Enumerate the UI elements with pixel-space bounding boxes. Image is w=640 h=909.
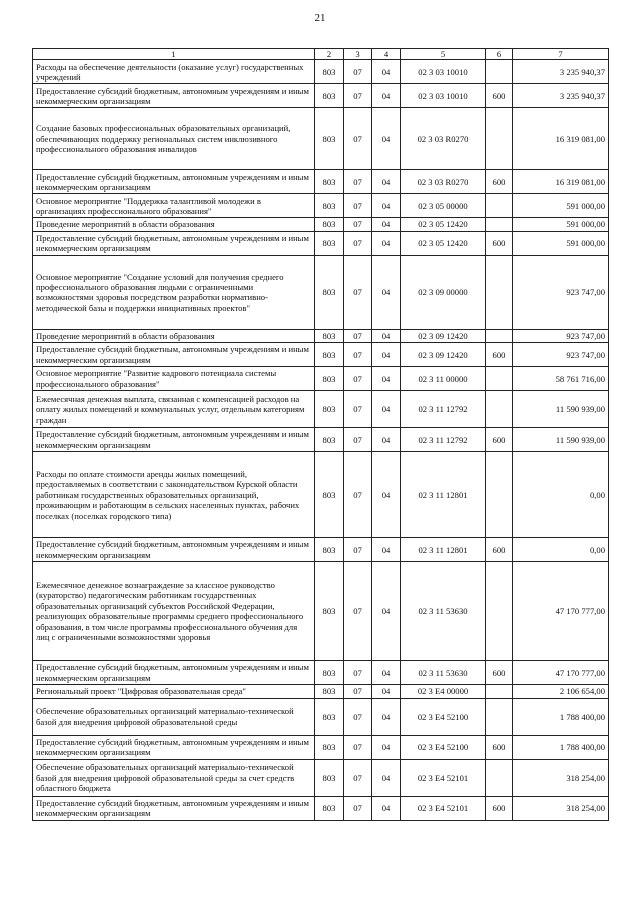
section-code: 07: [344, 84, 372, 108]
subsection-code: 04: [372, 343, 401, 367]
table-row: [33, 759, 609, 796]
section-code: 07: [344, 194, 372, 218]
ministry-code: 803: [315, 391, 344, 428]
target-article-code: 02 3 09 12420: [401, 329, 486, 342]
section-code: 07: [344, 562, 372, 661]
table-row: [33, 538, 609, 562]
subsection-code: 04: [372, 255, 401, 329]
amount: 591 000,00: [513, 231, 609, 255]
ministry-code: 803: [315, 735, 344, 759]
row-name: Предоставление субсидий бюджетным, автономным учреждениям и иным некоммерческим организациям: [33, 84, 315, 108]
target-article-code: 02 3 03 10010: [401, 60, 486, 84]
row-name: Создание базовых профессиональных образовательных организаций, обеспечивающих поддержку региональных систем инклюзивного профессионального образования инвалидов: [33, 108, 315, 170]
subsection-code: 04: [372, 796, 401, 820]
expense-type-code: 600: [486, 538, 513, 562]
amount: 47 170 777,00: [513, 661, 609, 685]
section-code: 07: [344, 60, 372, 84]
target-article-code: 02 3 11 12801: [401, 452, 486, 538]
row-name: Предоставление субсидий бюджетным, автономным учреждениям и иным некоммерческим организациям: [33, 538, 315, 562]
column-number: 5: [401, 49, 486, 60]
ministry-code: 803: [315, 84, 344, 108]
subsection-code: 04: [372, 84, 401, 108]
section-code: 07: [344, 231, 372, 255]
expense-type-code: [486, 562, 513, 661]
table-row: [33, 218, 609, 231]
expense-type-code: [486, 194, 513, 218]
amount: 1 788 400,00: [513, 698, 609, 735]
target-article-code: 02 3 09 00000: [401, 255, 486, 329]
table-row: [33, 562, 609, 661]
table-row: [33, 367, 609, 391]
amount: 3 235 940,37: [513, 84, 609, 108]
ministry-code: 803: [315, 194, 344, 218]
ministry-code: 803: [315, 661, 344, 685]
ministry-code: 803: [315, 538, 344, 562]
column-number: 6: [486, 49, 513, 60]
table-row: [33, 170, 609, 194]
table-row: [33, 329, 609, 342]
subsection-code: 04: [372, 194, 401, 218]
expense-type-code: [486, 452, 513, 538]
expense-type-code: 600: [486, 661, 513, 685]
expense-type-code: [486, 698, 513, 735]
amount: 16 319 081,00: [513, 170, 609, 194]
subsection-code: 04: [372, 367, 401, 391]
ministry-code: 803: [315, 170, 344, 194]
ministry-code: 803: [315, 367, 344, 391]
table-row: [33, 452, 609, 538]
subsection-code: 04: [372, 329, 401, 342]
ministry-code: 803: [315, 329, 344, 342]
ministry-code: 803: [315, 452, 344, 538]
amount: 923 747,00: [513, 329, 609, 342]
ministry-code: 803: [315, 698, 344, 735]
target-article-code: 02 3 03 R0270: [401, 108, 486, 170]
amount: 318 254,00: [513, 796, 609, 820]
row-name: Основное мероприятие "Создание условий для получения среднего профессионального образования людьми с ограниченными возможностями здоровья посредством разработки нормативно-методической базы и поддержки инициативных проектов": [33, 255, 315, 329]
column-number: 3: [344, 49, 372, 60]
amount: 16 319 081,00: [513, 108, 609, 170]
budget-table: [32, 48, 609, 821]
amount: 3 235 940,37: [513, 60, 609, 84]
row-name: Проведение мероприятий в области образования: [33, 218, 315, 231]
column-number-row: [33, 49, 609, 60]
amount: 1 788 400,00: [513, 735, 609, 759]
amount: 591 000,00: [513, 218, 609, 231]
ministry-code: 803: [315, 562, 344, 661]
page-number: 21: [314, 12, 326, 24]
target-article-code: 02 3 03 R0270: [401, 170, 486, 194]
ministry-code: 803: [315, 255, 344, 329]
target-article-code: 02 3 03 10010: [401, 84, 486, 108]
expense-type-code: 600: [486, 735, 513, 759]
section-code: 07: [344, 170, 372, 194]
ministry-code: 803: [315, 759, 344, 796]
row-name: Предоставление субсидий бюджетным, автономным учреждениям и иным некоммерческим организациям: [33, 428, 315, 452]
row-name: Обеспечение образовательных организаций материально-технической базой для внедрения цифровой образовательной среды за счет средств областного бюджета: [33, 759, 315, 796]
section-code: 07: [344, 698, 372, 735]
row-name: Предоставление субсидий бюджетным, автономным учреждениям и иным некоммерческим организациям: [33, 170, 315, 194]
target-article-code: 02 3 E4 52101: [401, 759, 486, 796]
subsection-code: 04: [372, 218, 401, 231]
target-article-code: 02 3 11 12792: [401, 391, 486, 428]
expense-type-code: [486, 329, 513, 342]
ministry-code: 803: [315, 428, 344, 452]
target-article-code: 02 3 05 12420: [401, 218, 486, 231]
expense-type-code: [486, 108, 513, 170]
column-number: 1: [33, 49, 315, 60]
amount: 58 761 716,00: [513, 367, 609, 391]
expense-type-code: 600: [486, 796, 513, 820]
table-row: [33, 255, 609, 329]
subsection-code: 04: [372, 759, 401, 796]
row-name: Предоставление субсидий бюджетным, автономным учреждениям и иным некоммерческим организациям: [33, 796, 315, 820]
target-article-code: 02 3 11 53630: [401, 661, 486, 685]
ministry-code: 803: [315, 108, 344, 170]
amount: 11 590 939,00: [513, 428, 609, 452]
section-code: 07: [344, 735, 372, 759]
section-code: 07: [344, 329, 372, 342]
table-row: [33, 84, 609, 108]
table-row: [33, 108, 609, 170]
amount: 11 590 939,00: [513, 391, 609, 428]
target-article-code: 02 3 05 12420: [401, 231, 486, 255]
ministry-code: 803: [315, 343, 344, 367]
subsection-code: 04: [372, 60, 401, 84]
target-article-code: 02 3 E4 52101: [401, 796, 486, 820]
section-code: 07: [344, 661, 372, 685]
row-name: Основное мероприятие "Поддержка талантливой молодежи в организациях профессионального образования": [33, 194, 315, 218]
subsection-code: 04: [372, 685, 401, 698]
section-code: 07: [344, 796, 372, 820]
expense-type-code: [486, 255, 513, 329]
table-row: [33, 698, 609, 735]
ministry-code: 803: [315, 218, 344, 231]
section-code: 07: [344, 538, 372, 562]
amount: 0,00: [513, 452, 609, 538]
section-code: 07: [344, 108, 372, 170]
section-code: 07: [344, 428, 372, 452]
row-name: Ежемесячное денежное вознаграждение за классное руководство (кураторство) педагогическим работникам государственных образовательных организаций субъектов Российской Федерации, реализующих образовательные программы среднего профессионального образования, в том числе программы профессионального обучения для лиц с ограниченными возможностями здоровья: [33, 562, 315, 661]
amount: 923 747,00: [513, 255, 609, 329]
row-name: Обеспечение образовательных организаций материально-технической базой для внедрения цифровой образовательной среды: [33, 698, 315, 735]
row-name: Предоставление субсидий бюджетным, автономным учреждениям и иным некоммерческим организациям: [33, 661, 315, 685]
target-article-code: 02 3 05 00000: [401, 194, 486, 218]
section-code: 07: [344, 452, 372, 538]
expense-type-code: 600: [486, 231, 513, 255]
table-row: [33, 60, 609, 84]
row-name: Предоставление субсидий бюджетным, автономным учреждениям и иным некоммерческим организациям: [33, 343, 315, 367]
table-row: [33, 661, 609, 685]
expense-type-code: [486, 60, 513, 84]
column-number: 7: [513, 49, 609, 60]
target-article-code: 02 3 E4 52100: [401, 698, 486, 735]
section-code: 07: [344, 685, 372, 698]
row-name: Проведение мероприятий в области образования: [33, 329, 315, 342]
subsection-code: 04: [372, 452, 401, 538]
target-article-code: 02 3 E4 00000: [401, 685, 486, 698]
target-article-code: 02 3 11 12792: [401, 428, 486, 452]
subsection-code: 04: [372, 562, 401, 661]
target-article-code: 02 3 11 12801: [401, 538, 486, 562]
target-article-code: 02 3 11 00000: [401, 367, 486, 391]
amount: 923 747,00: [513, 343, 609, 367]
section-code: 07: [344, 759, 372, 796]
section-code: 07: [344, 255, 372, 329]
subsection-code: 04: [372, 108, 401, 170]
subsection-code: 04: [372, 231, 401, 255]
expense-type-code: [486, 759, 513, 796]
expense-type-code: [486, 685, 513, 698]
amount: 591 000,00: [513, 194, 609, 218]
expense-type-code: 600: [486, 84, 513, 108]
subsection-code: 04: [372, 170, 401, 194]
section-code: 07: [344, 367, 372, 391]
ministry-code: 803: [315, 685, 344, 698]
ministry-code: 803: [315, 60, 344, 84]
target-article-code: 02 3 11 53630: [401, 562, 486, 661]
row-name: Ежемесячная денежная выплата, связанная с компенсацией расходов на оплату жилых помещений и коммунальных услуг, отдельным категориям граждан: [33, 391, 315, 428]
expense-type-code: 600: [486, 170, 513, 194]
table-row: [33, 343, 609, 367]
expense-type-code: [486, 367, 513, 391]
amount: 2 106 654,00: [513, 685, 609, 698]
target-article-code: 02 3 09 12420: [401, 343, 486, 367]
column-number: 2: [315, 49, 344, 60]
ministry-code: 803: [315, 796, 344, 820]
amount: 0,00: [513, 538, 609, 562]
section-code: 07: [344, 343, 372, 367]
amount: 318 254,00: [513, 759, 609, 796]
table-row: [33, 735, 609, 759]
row-name: Региональный проект "Цифровая образовательная среда": [33, 685, 315, 698]
row-name: Основное мероприятие "Развитие кадрового потенциала системы профессионального образования": [33, 367, 315, 391]
subsection-code: 04: [372, 698, 401, 735]
expense-type-code: [486, 218, 513, 231]
section-code: 07: [344, 218, 372, 231]
subsection-code: 04: [372, 391, 401, 428]
table-row: [33, 194, 609, 218]
row-name: Предоставление субсидий бюджетным, автономным учреждениям и иным некоммерческим организациям: [33, 735, 315, 759]
subsection-code: 04: [372, 735, 401, 759]
table-row: [33, 231, 609, 255]
row-name: Расходы на обеспечение деятельности (оказание услуг) государственных учреждений: [33, 60, 315, 84]
subsection-code: 04: [372, 428, 401, 452]
subsection-code: 04: [372, 538, 401, 562]
amount: 47 170 777,00: [513, 562, 609, 661]
expense-type-code: [486, 391, 513, 428]
column-number: 4: [372, 49, 401, 60]
ministry-code: 803: [315, 231, 344, 255]
table-row: [33, 796, 609, 820]
table-row: [33, 428, 609, 452]
expense-type-code: 600: [486, 343, 513, 367]
table-row: [33, 391, 609, 428]
table-row: [33, 685, 609, 698]
target-article-code: 02 3 E4 52100: [401, 735, 486, 759]
subsection-code: 04: [372, 661, 401, 685]
row-name: Расходы по оплате стоимости аренды жилых помещений, предоставляемых в соответствии с законодательством Курской области работникам государственных образовательных организаций, проживающим и работающим в сельских населенных пунктах, рабочих поселках (поселках городского типа): [33, 452, 315, 538]
expense-type-code: 600: [486, 428, 513, 452]
row-name: Предоставление субсидий бюджетным, автономным учреждениям и иным некоммерческим организациям: [33, 231, 315, 255]
section-code: 07: [344, 391, 372, 428]
